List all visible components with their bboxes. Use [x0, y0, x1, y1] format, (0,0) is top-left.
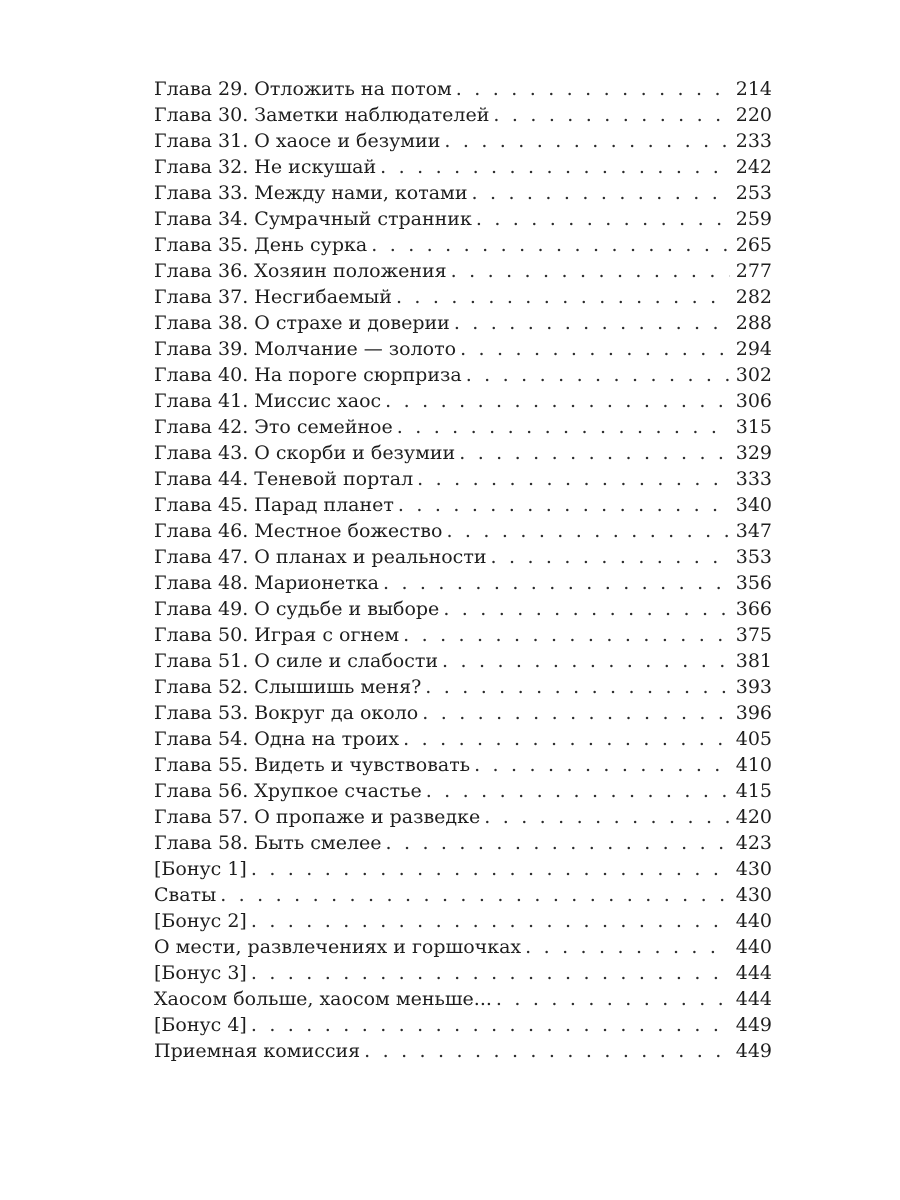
toc-entry-page: 214 — [735, 78, 772, 100]
toc-entry-page: 288 — [735, 312, 772, 334]
toc-entry-page: 315 — [735, 416, 772, 438]
toc-entry-page: 415 — [735, 780, 772, 802]
toc-entry-title: Глава 44. Теневой портал — [154, 468, 414, 490]
dot-leader — [459, 440, 730, 466]
dot-leader — [454, 310, 730, 336]
toc-entry-page: 449 — [735, 1040, 772, 1062]
toc-entry-title: Глава 36. Хозяин положения — [154, 260, 447, 282]
dot-leader — [386, 830, 730, 856]
toc-entry — [154, 154, 772, 180]
toc-entry — [154, 908, 772, 934]
dot-leader — [251, 960, 730, 986]
dot-leader — [493, 102, 729, 128]
dot-leader — [474, 752, 730, 778]
toc-entry-title: Глава 37. Несгибаемый — [154, 286, 392, 308]
toc-entry-page: 444 — [735, 988, 772, 1010]
toc-entry — [154, 336, 772, 362]
dot-leader — [371, 232, 730, 258]
dot-leader — [443, 596, 729, 622]
dot-leader — [403, 726, 730, 752]
dot-leader — [397, 414, 730, 440]
toc-entry-page: 393 — [735, 676, 772, 698]
toc-entry-title: Глава 32. Не искушай — [154, 156, 377, 178]
toc-entry-page: 430 — [735, 884, 772, 906]
toc-entry-page: 444 — [735, 962, 772, 984]
dot-leader — [472, 180, 730, 206]
toc-entry-page: 220 — [735, 104, 772, 126]
toc-entry-title: Глава 58. Быть смелее — [154, 832, 382, 854]
toc-entry-page: 356 — [735, 572, 772, 594]
toc-entry-title: Глава 51. О силе и слабости — [154, 650, 439, 672]
toc-entry — [154, 362, 772, 388]
toc-entry-title: Глава 30. Заметки наблюдателей — [154, 104, 490, 126]
toc-entry-page: 294 — [735, 338, 772, 360]
dot-leader — [425, 674, 729, 700]
toc-entry — [154, 180, 772, 206]
dot-leader — [444, 128, 729, 154]
toc-entry-title: Глава 46. Местное божество — [154, 520, 443, 542]
toc-entry — [154, 804, 772, 830]
toc-entry-page: 253 — [735, 182, 772, 204]
dot-leader — [396, 284, 730, 310]
dot-leader — [398, 492, 730, 518]
toc-entry-page: 405 — [735, 728, 772, 750]
toc-entry-page: 265 — [735, 234, 772, 256]
toc-entry-page: 306 — [735, 390, 772, 412]
toc-entry — [154, 544, 772, 570]
dot-leader — [383, 570, 730, 596]
toc-entry — [154, 414, 772, 440]
toc-entry-page: 381 — [735, 650, 772, 672]
toc-entry — [154, 960, 772, 986]
toc-entry — [154, 388, 772, 414]
toc-entry — [154, 232, 772, 258]
toc-entry — [154, 492, 772, 518]
toc-entry — [154, 128, 772, 154]
dot-leader — [220, 882, 730, 908]
dot-leader — [380, 154, 730, 180]
dot-leader — [446, 518, 729, 544]
dot-leader — [491, 544, 730, 570]
dot-leader — [484, 804, 729, 830]
toc-entry — [154, 674, 772, 700]
toc-entry-page: 449 — [735, 1014, 772, 1036]
toc-entry-title: Глава 34. Сумрачный странник — [154, 208, 472, 230]
dot-leader — [251, 908, 730, 934]
toc-entry — [154, 986, 772, 1012]
dot-leader — [460, 336, 730, 362]
toc-entry — [154, 752, 772, 778]
toc-entry-page: 340 — [735, 494, 772, 516]
toc-entry-page: 440 — [735, 910, 772, 932]
toc-entry-page: 396 — [735, 702, 772, 724]
toc-entry — [154, 726, 772, 752]
toc-entry-title: Глава 50. Играя с огнем — [154, 624, 400, 646]
toc-entry-page: 353 — [735, 546, 772, 568]
toc-entry-title: Глава 49. О судьбе и выборе — [154, 598, 440, 620]
toc-entry — [154, 622, 772, 648]
dot-leader — [385, 388, 730, 414]
dot-leader — [251, 1012, 730, 1038]
toc-entry — [154, 648, 772, 674]
dot-leader — [251, 856, 730, 882]
toc-entry-title: [Бонус 2] — [154, 910, 247, 932]
toc-entry-title: [Бонус 1] — [154, 858, 247, 880]
toc-entry — [154, 284, 772, 310]
toc-entry-page: 302 — [735, 364, 772, 386]
toc-entry — [154, 466, 772, 492]
toc-entry-title: Глава 43. О скорби и безумии — [154, 442, 456, 464]
dot-leader — [364, 1038, 730, 1064]
toc-entry-title: Глава 57. О пропаже и разведке — [154, 806, 481, 828]
toc-entry-page: 375 — [735, 624, 772, 646]
toc-entry-title: Глава 33. Между нами, котами — [154, 182, 468, 204]
toc-entry — [154, 518, 772, 544]
toc-entry — [154, 1012, 772, 1038]
toc-entry-page: 333 — [735, 468, 772, 490]
toc-entry-page: 277 — [735, 260, 772, 282]
toc-entry-title: Глава 35. День сурка — [154, 234, 368, 256]
toc-entry — [154, 596, 772, 622]
dot-leader — [403, 622, 730, 648]
toc-entry-title: Глава 39. Молчание — золото — [154, 338, 457, 360]
toc-entry-title: [Бонус 4] — [154, 1014, 247, 1036]
dot-leader — [426, 778, 730, 804]
dot-leader — [456, 76, 730, 102]
dot-leader — [451, 258, 730, 284]
dot-leader — [422, 700, 729, 726]
toc-entry-title: Глава 55. Видеть и чувствовать — [154, 754, 471, 776]
toc-entry — [154, 310, 772, 336]
toc-entry — [154, 830, 772, 856]
toc-entry-title: Глава 48. Марионетка — [154, 572, 379, 594]
toc-entry-title: Глава 42. Это семейное — [154, 416, 393, 438]
toc-entry — [154, 102, 772, 128]
toc-entry-title: Глава 41. Миссис хаос — [154, 390, 382, 412]
toc-entry-title: Сваты — [154, 884, 217, 906]
toc-entry-title: Глава 47. О планах и реальности — [154, 546, 487, 568]
toc-entry-page: 423 — [735, 832, 772, 854]
toc-entry-title: Приемная комиссия — [154, 1040, 361, 1062]
toc-entry-title: Глава 45. Парад планет — [154, 494, 394, 516]
toc-entry-page: 282 — [735, 286, 772, 308]
toc-entry-title: Глава 38. О страхе и доверии — [154, 312, 450, 334]
toc-entry — [154, 700, 772, 726]
toc-entry-page: 233 — [735, 130, 772, 152]
toc-entry — [154, 440, 772, 466]
toc-entry — [154, 258, 772, 284]
toc-entry — [154, 570, 772, 596]
dot-leader — [442, 648, 730, 674]
toc-entry-page: 347 — [735, 520, 772, 542]
toc-entry — [154, 856, 772, 882]
toc-entry-page: 242 — [735, 156, 772, 178]
toc-entry — [154, 882, 772, 908]
toc-entry — [154, 934, 772, 960]
dot-leader — [417, 466, 730, 492]
toc-entry-title: Глава 56. Хрупкое счастье — [154, 780, 422, 802]
toc-entry-page: 440 — [735, 936, 772, 958]
toc-entry — [154, 778, 772, 804]
toc-entry-title: Хаосом больше, хаосом меньше... — [154, 988, 492, 1010]
toc-entry — [154, 76, 772, 102]
dot-leader — [496, 986, 730, 1012]
toc-entry-page: 329 — [735, 442, 772, 464]
toc-entry-title: Глава 54. Одна на троих — [154, 728, 400, 750]
toc-entry-title: Глава 29. Отложить на потом — [154, 78, 452, 100]
dot-leader — [476, 206, 730, 232]
toc-entry-title: Глава 52. Слышишь меня? — [154, 676, 422, 698]
table-of-contents — [154, 76, 772, 1064]
toc-entry-page: 410 — [735, 754, 772, 776]
toc-entry-title: [Бонус 3] — [154, 962, 247, 984]
toc-entry-title: О мести, развлечениях и горшочках — [154, 936, 522, 958]
toc-entry — [154, 206, 772, 232]
toc-entry-title: Глава 40. На пороге сюрприза — [154, 364, 462, 386]
dot-leader — [525, 934, 730, 960]
toc-entry-page: 259 — [735, 208, 772, 230]
toc-entry-page: 366 — [735, 598, 772, 620]
toc-entry-page: 430 — [735, 858, 772, 880]
toc-entry-title: Глава 53. Вокруг да около — [154, 702, 419, 724]
toc-entry — [154, 1038, 772, 1064]
dot-leader — [466, 362, 730, 388]
toc-entry-page: 420 — [735, 806, 772, 828]
toc-entry-title: Глава 31. О хаосе и безумии — [154, 130, 441, 152]
